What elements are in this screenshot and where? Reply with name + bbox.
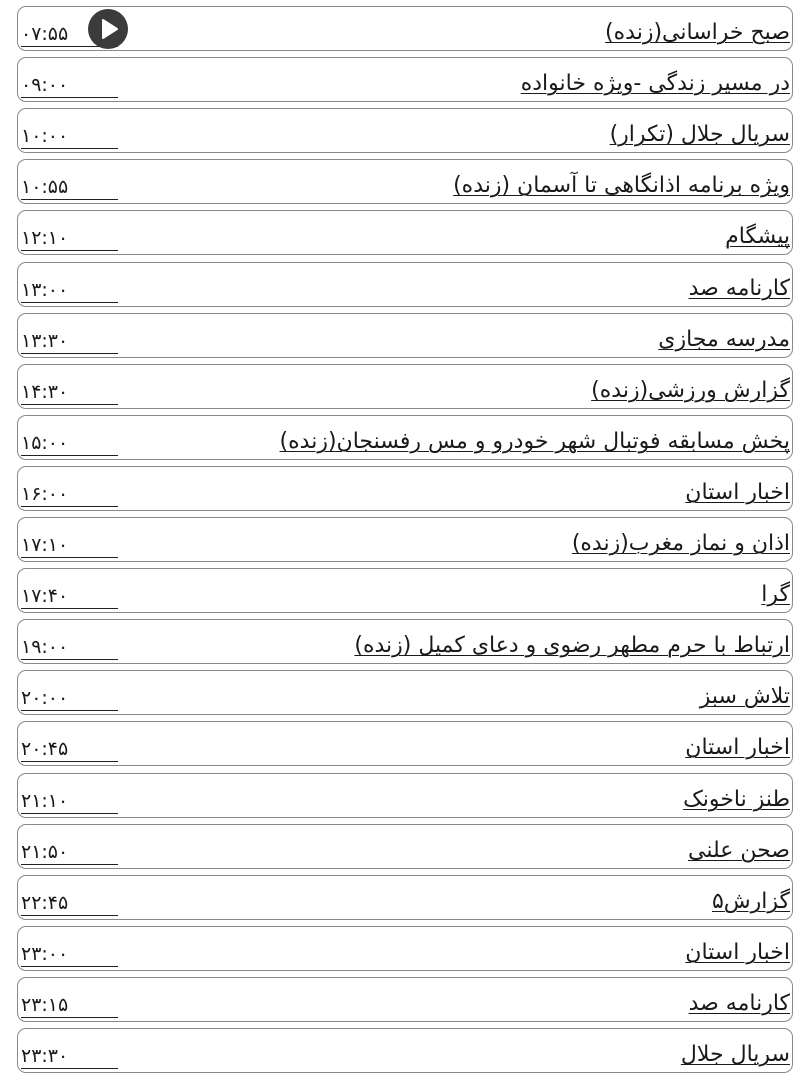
program-row[interactable] bbox=[17, 926, 793, 971]
program-title: طنز ناخونک bbox=[683, 787, 790, 812]
program-title: اخبار استان bbox=[685, 480, 790, 505]
program-row[interactable] bbox=[17, 670, 793, 715]
program-title: ویژه برنامه اذانگاهی تا آسمان (زنده) bbox=[453, 173, 790, 198]
program-time: ۲۳:۰۰ bbox=[21, 943, 69, 965]
program-row[interactable] bbox=[17, 108, 793, 153]
program-row[interactable] bbox=[17, 824, 793, 869]
program-title: اخبار استان bbox=[685, 940, 790, 965]
program-row[interactable] bbox=[17, 6, 793, 51]
program-title: صبح خراسانی(زنده) bbox=[605, 20, 790, 45]
program-title: اذان و نماز مغرب(زنده) bbox=[571, 531, 790, 556]
program-row[interactable] bbox=[17, 210, 793, 255]
program-row[interactable] bbox=[17, 415, 793, 460]
program-title: سریال جلال (تکرار) bbox=[609, 122, 790, 147]
program-title: پیشگام bbox=[725, 224, 790, 249]
program-title: پخش مسابقه فوتبال شهر خودرو و مس رفسنجان(زنده) bbox=[279, 429, 790, 454]
program-time: ۲۳:۱۵ bbox=[21, 994, 69, 1016]
play-button[interactable] bbox=[88, 9, 128, 49]
program-row[interactable] bbox=[17, 721, 793, 766]
program-time: ۱۴:۳۰ bbox=[21, 381, 69, 403]
program-time: ۱۳:۳۰ bbox=[21, 330, 69, 352]
program-title: اخبار استان bbox=[685, 735, 790, 760]
program-time: ۱۰:۵۵ bbox=[21, 176, 69, 198]
program-time: ۲۰:۴۵ bbox=[21, 738, 69, 760]
program-row[interactable] bbox=[17, 977, 793, 1022]
program-row[interactable] bbox=[17, 364, 793, 409]
program-time: ۱۰:۰۰ bbox=[21, 125, 69, 147]
program-title: تلاش سبز bbox=[699, 684, 790, 709]
program-row[interactable] bbox=[17, 875, 793, 920]
program-row[interactable] bbox=[17, 517, 793, 562]
play-icon bbox=[88, 9, 128, 49]
program-row[interactable] bbox=[17, 57, 793, 102]
program-time: ۱۶:۰۰ bbox=[21, 483, 69, 505]
program-row[interactable] bbox=[17, 262, 793, 307]
program-row[interactable] bbox=[17, 313, 793, 358]
program-row[interactable] bbox=[17, 568, 793, 613]
program-title: در مسیر زندگی -ویژه خانواده bbox=[520, 71, 790, 96]
program-title: مدرسه مجازی bbox=[658, 327, 790, 352]
program-time: ۲۳:۳۰ bbox=[21, 1045, 69, 1067]
program-time: ۲۱:۵۰ bbox=[21, 841, 69, 863]
program-time: ۲۲:۴۵ bbox=[21, 892, 69, 914]
program-time: ۱۵:۰۰ bbox=[21, 432, 69, 454]
program-time: ۱۹:۰۰ bbox=[21, 636, 69, 658]
program-row[interactable] bbox=[17, 773, 793, 818]
program-row[interactable] bbox=[17, 619, 793, 664]
program-title: کارنامه صد bbox=[688, 991, 790, 1016]
program-time: ۱۲:۱۰ bbox=[21, 227, 69, 249]
program-row[interactable] bbox=[17, 1028, 793, 1073]
program-row[interactable] bbox=[17, 159, 793, 204]
program-title: کارنامه صد bbox=[688, 276, 790, 301]
program-time: ۱۳:۰۰ bbox=[21, 279, 69, 301]
program-time: ۲۱:۱۰ bbox=[21, 790, 69, 812]
program-title: صحن علنی bbox=[687, 838, 790, 863]
program-time: ۰۹:۰۰ bbox=[21, 74, 69, 96]
program-time: ۲۰:۰۰ bbox=[21, 687, 69, 709]
program-time: ۱۷:۴۰ bbox=[21, 585, 69, 607]
program-row[interactable] bbox=[17, 466, 793, 511]
program-title: ارتباط با حرم مطهر رضوی و دعای کمیل (زنده) bbox=[354, 633, 790, 658]
program-title: سریال جلال bbox=[680, 1042, 790, 1067]
program-time: ۰۷:۵۵ bbox=[21, 23, 69, 45]
program-title: گزارش۵ bbox=[711, 889, 790, 914]
program-title: گرا bbox=[761, 582, 790, 607]
program-title: گزارش ورزشی(زنده) bbox=[591, 378, 790, 403]
program-time: ۱۷:۱۰ bbox=[21, 534, 69, 556]
